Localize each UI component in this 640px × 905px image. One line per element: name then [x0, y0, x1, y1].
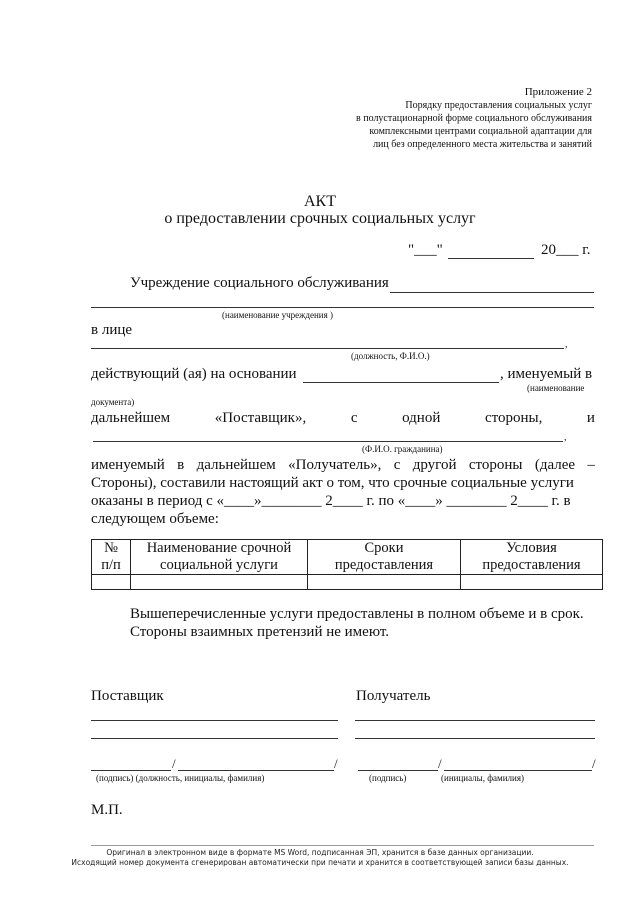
cell[interactable]	[131, 575, 308, 590]
supplier-line-2	[91, 738, 338, 739]
word: в	[177, 457, 185, 473]
comma: ,	[565, 339, 568, 350]
supplier-line-1	[91, 720, 338, 721]
cell[interactable]	[461, 575, 603, 590]
position-caption: (должность, Ф.И.О.)	[351, 351, 430, 361]
word: (далее	[534, 457, 576, 473]
slash: /	[172, 756, 176, 771]
institution-caption: (наименование учреждения )	[222, 310, 333, 320]
recipient-label: Получатель	[356, 688, 431, 704]
slash: /	[334, 756, 338, 771]
cell[interactable]	[308, 575, 461, 590]
recipient-line-1	[355, 720, 595, 721]
word: дальнейшем	[196, 457, 276, 473]
institution-line	[390, 292, 594, 293]
recipient-name-line	[444, 770, 592, 771]
named-in-label: , именуемый в	[500, 366, 593, 382]
header-number: № п/п	[92, 540, 131, 575]
date-year: 20___ г.	[541, 242, 591, 258]
footer-line-2: Исходящий номер документа сгенерирован автоматически при печати и хранится в соответствующей записи базы данных.	[71, 858, 569, 867]
word: –	[587, 457, 595, 473]
institution-line-2	[91, 307, 594, 308]
supplier-caption: (подпись) (должность, инициалы, фамилия)	[96, 773, 265, 783]
word: стороны	[468, 457, 523, 473]
institution-label: Учреждение социального обслуживания	[130, 275, 389, 291]
footer-divider	[91, 845, 594, 846]
position-line	[91, 348, 564, 349]
basis-document-line	[303, 382, 499, 383]
conclusion-line-2: Стороны взаимных претензий не имеют.	[130, 624, 390, 640]
table-header-row	[92, 540, 603, 575]
recipient-caption-name: (инициалы, фамилия)	[441, 773, 524, 783]
word: дальнейшем	[91, 410, 171, 426]
word: с	[350, 410, 358, 426]
word: именуемый	[91, 457, 165, 473]
doc-caption: (наименование	[527, 383, 585, 393]
supplier-label: Поставщик	[91, 688, 164, 704]
appendix-line: комплексными центрами социальной адаптации для	[369, 126, 592, 137]
doc-caption-2: документа)	[91, 397, 135, 407]
document-title: АКТ	[304, 193, 336, 210]
paragraph-line-4: следующем объеме:	[91, 511, 219, 527]
recipient-caption-sign: (подпись)	[369, 773, 407, 783]
appendix-line: в полустационарной форме социального обслуживания	[356, 113, 592, 124]
slash: /	[438, 756, 442, 771]
date-day: "___"	[408, 242, 443, 258]
acting-basis-label: действующий (ая) на основании	[91, 366, 297, 382]
citizen-caption: (Ф.И.О. гражданина)	[362, 444, 443, 454]
word: «Поставщик»,	[214, 410, 307, 426]
date-month-line	[448, 258, 534, 259]
supplier-signature-line	[91, 770, 171, 771]
appendix-title: Приложение 2	[524, 86, 592, 98]
table-row	[92, 575, 603, 590]
citizen-line	[93, 441, 563, 442]
header-conditions: Условия предоставления	[461, 540, 603, 575]
comma: ,	[564, 432, 567, 443]
services-table	[91, 539, 603, 590]
appendix-line: лиц без определенного места жительства и занятий	[373, 139, 592, 150]
word: и	[586, 410, 595, 426]
represented-label: в лице	[91, 322, 133, 338]
word: одной	[402, 410, 441, 426]
paragraph-line-1	[91, 457, 595, 474]
conclusion-line-1: Вышеперечисленные услуги предоставлены в полном объеме и в срок.	[130, 606, 584, 622]
paragraph-line-2: Стороны), составили настоящий акт о том, что срочные социальные услуги	[91, 475, 574, 491]
recipient-signature-line	[358, 770, 438, 771]
header-service-name: Наименование срочной социальной услуги	[131, 540, 308, 575]
cell[interactable]	[92, 575, 131, 590]
word: с	[393, 457, 401, 473]
paragraph-line-3: оказаны в период с «____»________ 2____ г. по «____» ________ 2____ г. в	[91, 493, 571, 509]
slash: /	[592, 756, 596, 771]
header-terms: Сроки предоставления	[308, 540, 461, 575]
document-subtitle: о предоставлении срочных социальных услуг	[164, 210, 476, 227]
word: другой	[412, 457, 457, 473]
supplier-sentence	[91, 410, 595, 427]
supplier-name-line	[178, 770, 334, 771]
stamp-place: М.П.	[91, 802, 123, 818]
footer-line-1: Оригинал в электронном виде в формате MS Word, подписанная ЭП, хранится в базе данных организации.	[106, 848, 534, 857]
word: стороны,	[484, 410, 543, 426]
recipient-line-2	[355, 738, 595, 739]
word: «Получатель»,	[288, 457, 382, 473]
appendix-line: Порядку предоставления социальных услуг	[405, 100, 592, 111]
